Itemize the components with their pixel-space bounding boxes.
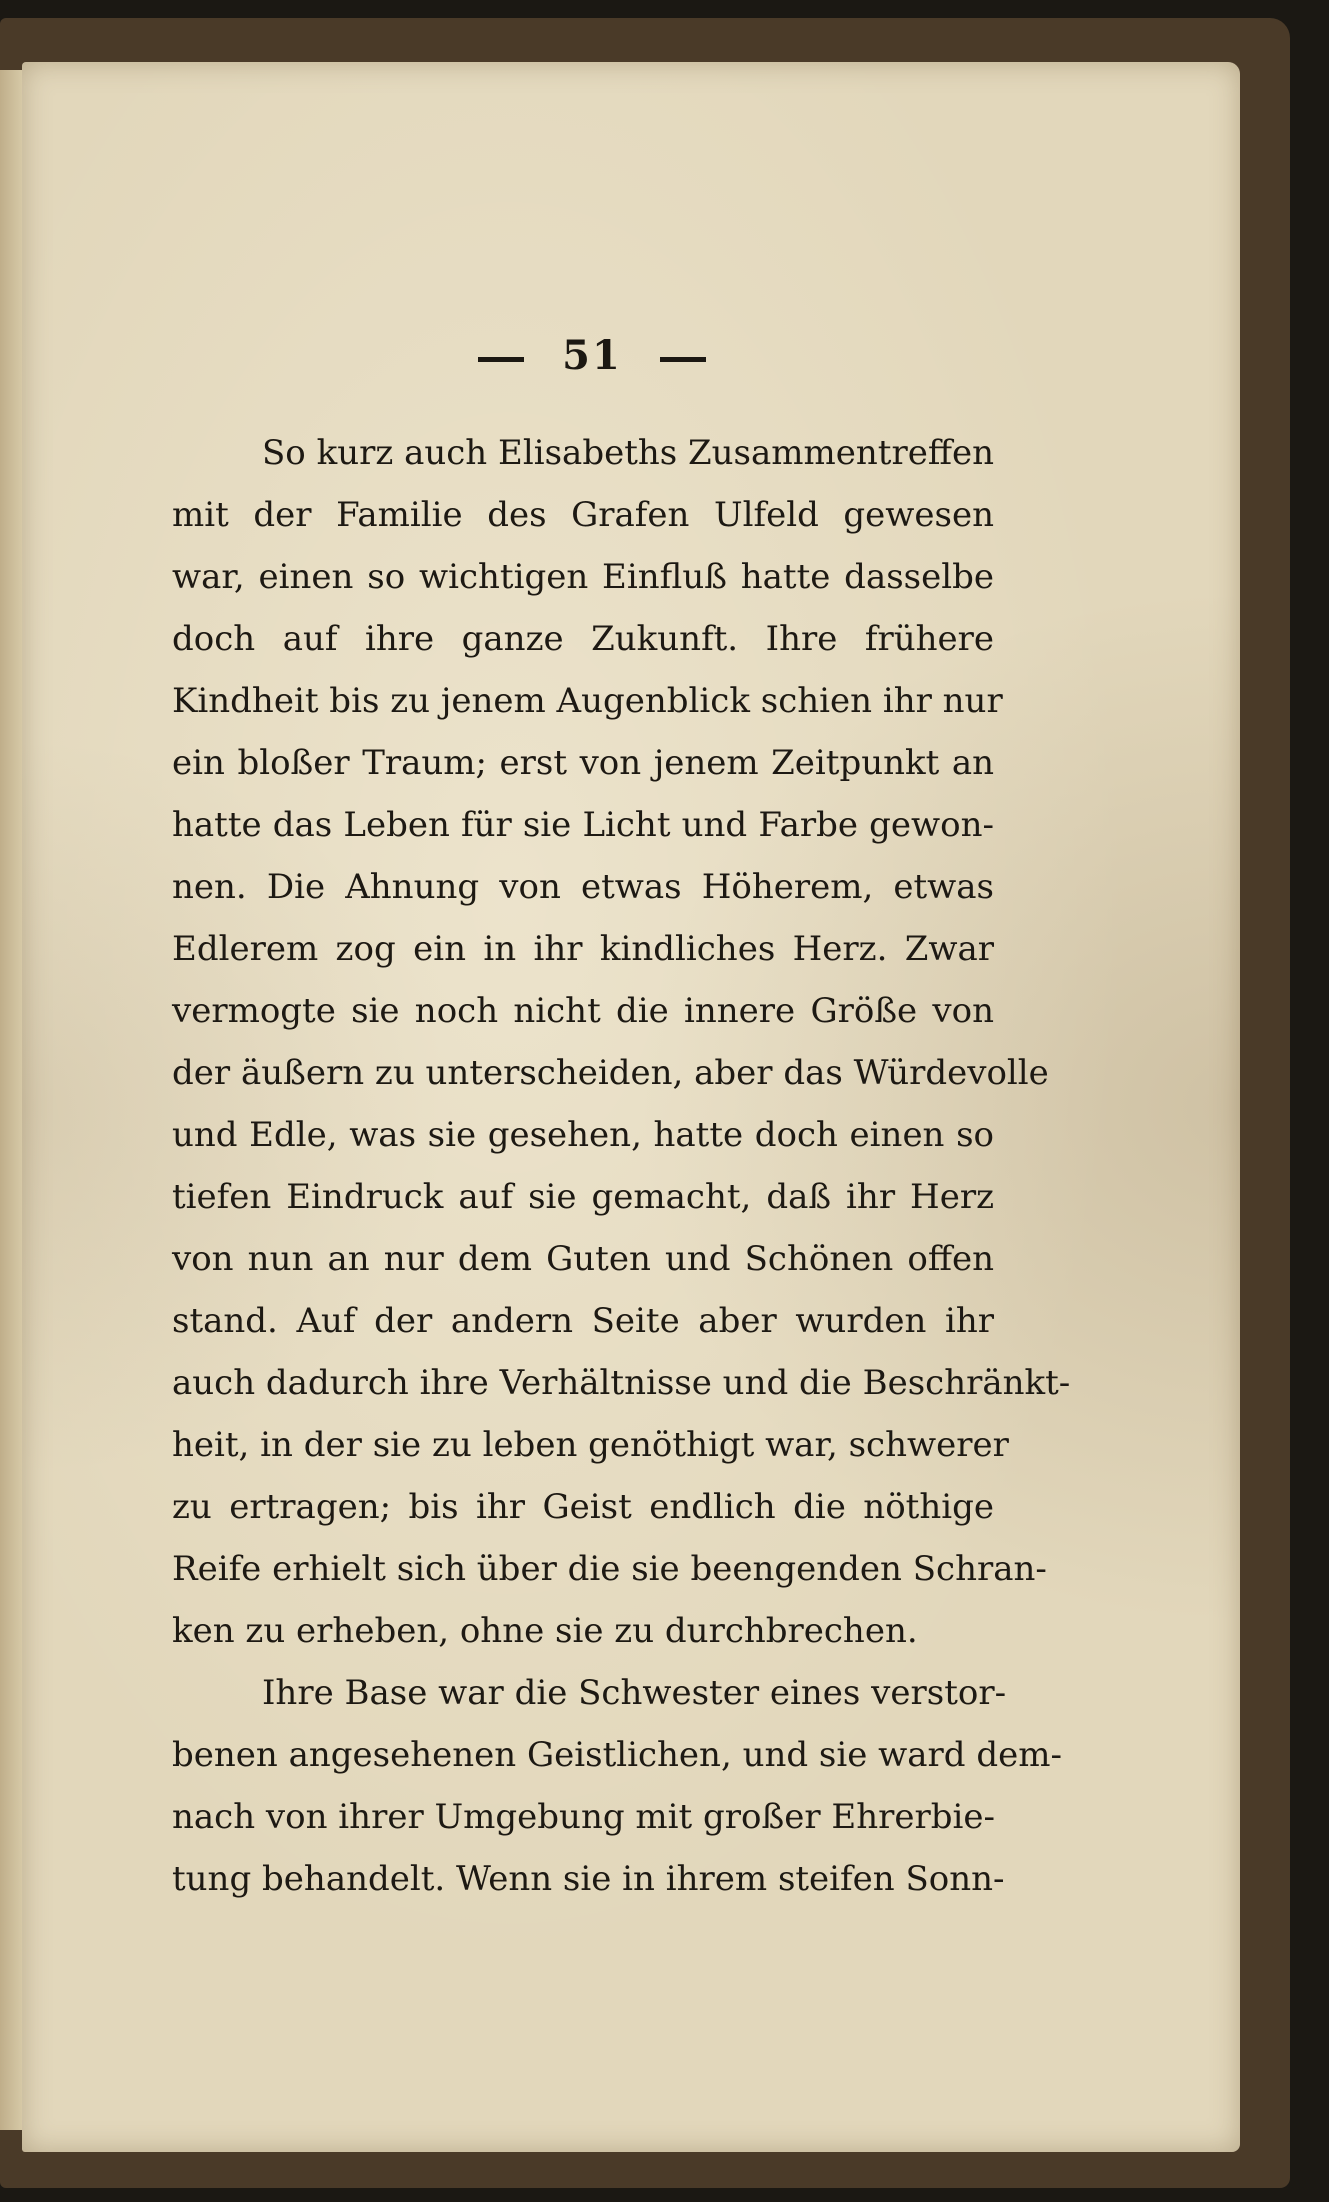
text-line: stand. Auf der andern Seite aber wurden ihr — [172, 1301, 994, 1341]
previous-page-edge — [0, 70, 24, 2130]
header-dash-right — [660, 357, 706, 362]
text-line: benen angesehenen Geistlichen, und sie ward dem- — [172, 1735, 1062, 1775]
text-line: und Edle, was sie gesehen, hatte doch einen so — [172, 1115, 994, 1155]
text-line: auch dadurch ihre Verhältnisse und die Beschränkt- — [172, 1363, 1071, 1403]
text-line: mit der Familie des Grafen Ulfeld gewesen — [172, 495, 994, 535]
header-dash-left — [478, 357, 524, 362]
text-line: nen. Die Ahnung von etwas Höherem, etwas — [172, 867, 994, 907]
text-line: ein bloßer Traum; erst von jenem Zeitpunkt an — [172, 743, 994, 783]
page-number: 51 — [562, 332, 622, 379]
text-line: zu ertragen; bis ihr Geist endlich die nöthige — [172, 1487, 994, 1527]
text-line: Reife erhielt sich über die sie beengenden Schran- — [172, 1549, 1047, 1589]
text-line: doch auf ihre ganze Zukunft. Ihre frühere — [172, 619, 994, 659]
text-line: der äußern zu unterscheiden, aber das Würdevolle — [172, 1053, 1049, 1093]
text-line: So kurz auch Elisabeths Zusammentreffen — [262, 433, 994, 473]
text-line: war, einen so wichtigen Einfluß hatte dasselbe — [172, 557, 994, 597]
text-line: tung behandelt. Wenn sie in ihrem steifen Sonn- — [172, 1859, 1005, 1899]
text-line: tiefen Eindruck auf sie gemacht, daß ihr Herz — [172, 1177, 994, 1217]
text-line: heit, in der sie zu leben genöthigt war, schwerer — [172, 1425, 1009, 1465]
page-body-text — [172, 422, 1071, 1910]
text-line: nach von ihrer Umgebung mit großer Ehrerbie- — [172, 1797, 995, 1837]
text-line: Ihre Base war die Schwester eines verstor- — [262, 1673, 1007, 1713]
text-line: Kindheit bis zu jenem Augenblick schien ihr nur — [172, 681, 1003, 721]
text-line: von nun an nur dem Guten und Schönen offen — [172, 1239, 994, 1279]
text-line: vermogte sie noch nicht die innere Größe von — [172, 991, 994, 1031]
page-header — [22, 332, 1162, 379]
text-line: Edlerem zog ein in ihr kindliches Herz. Zwar — [172, 929, 994, 969]
paragraph — [172, 1662, 1062, 1910]
paragraph — [172, 422, 1071, 1662]
text-line: ken zu erheben, ohne sie zu durchbrechen. — [172, 1611, 918, 1651]
book-page — [22, 62, 1240, 2152]
text-line: hatte das Leben für sie Licht und Farbe gewon- — [172, 805, 994, 845]
